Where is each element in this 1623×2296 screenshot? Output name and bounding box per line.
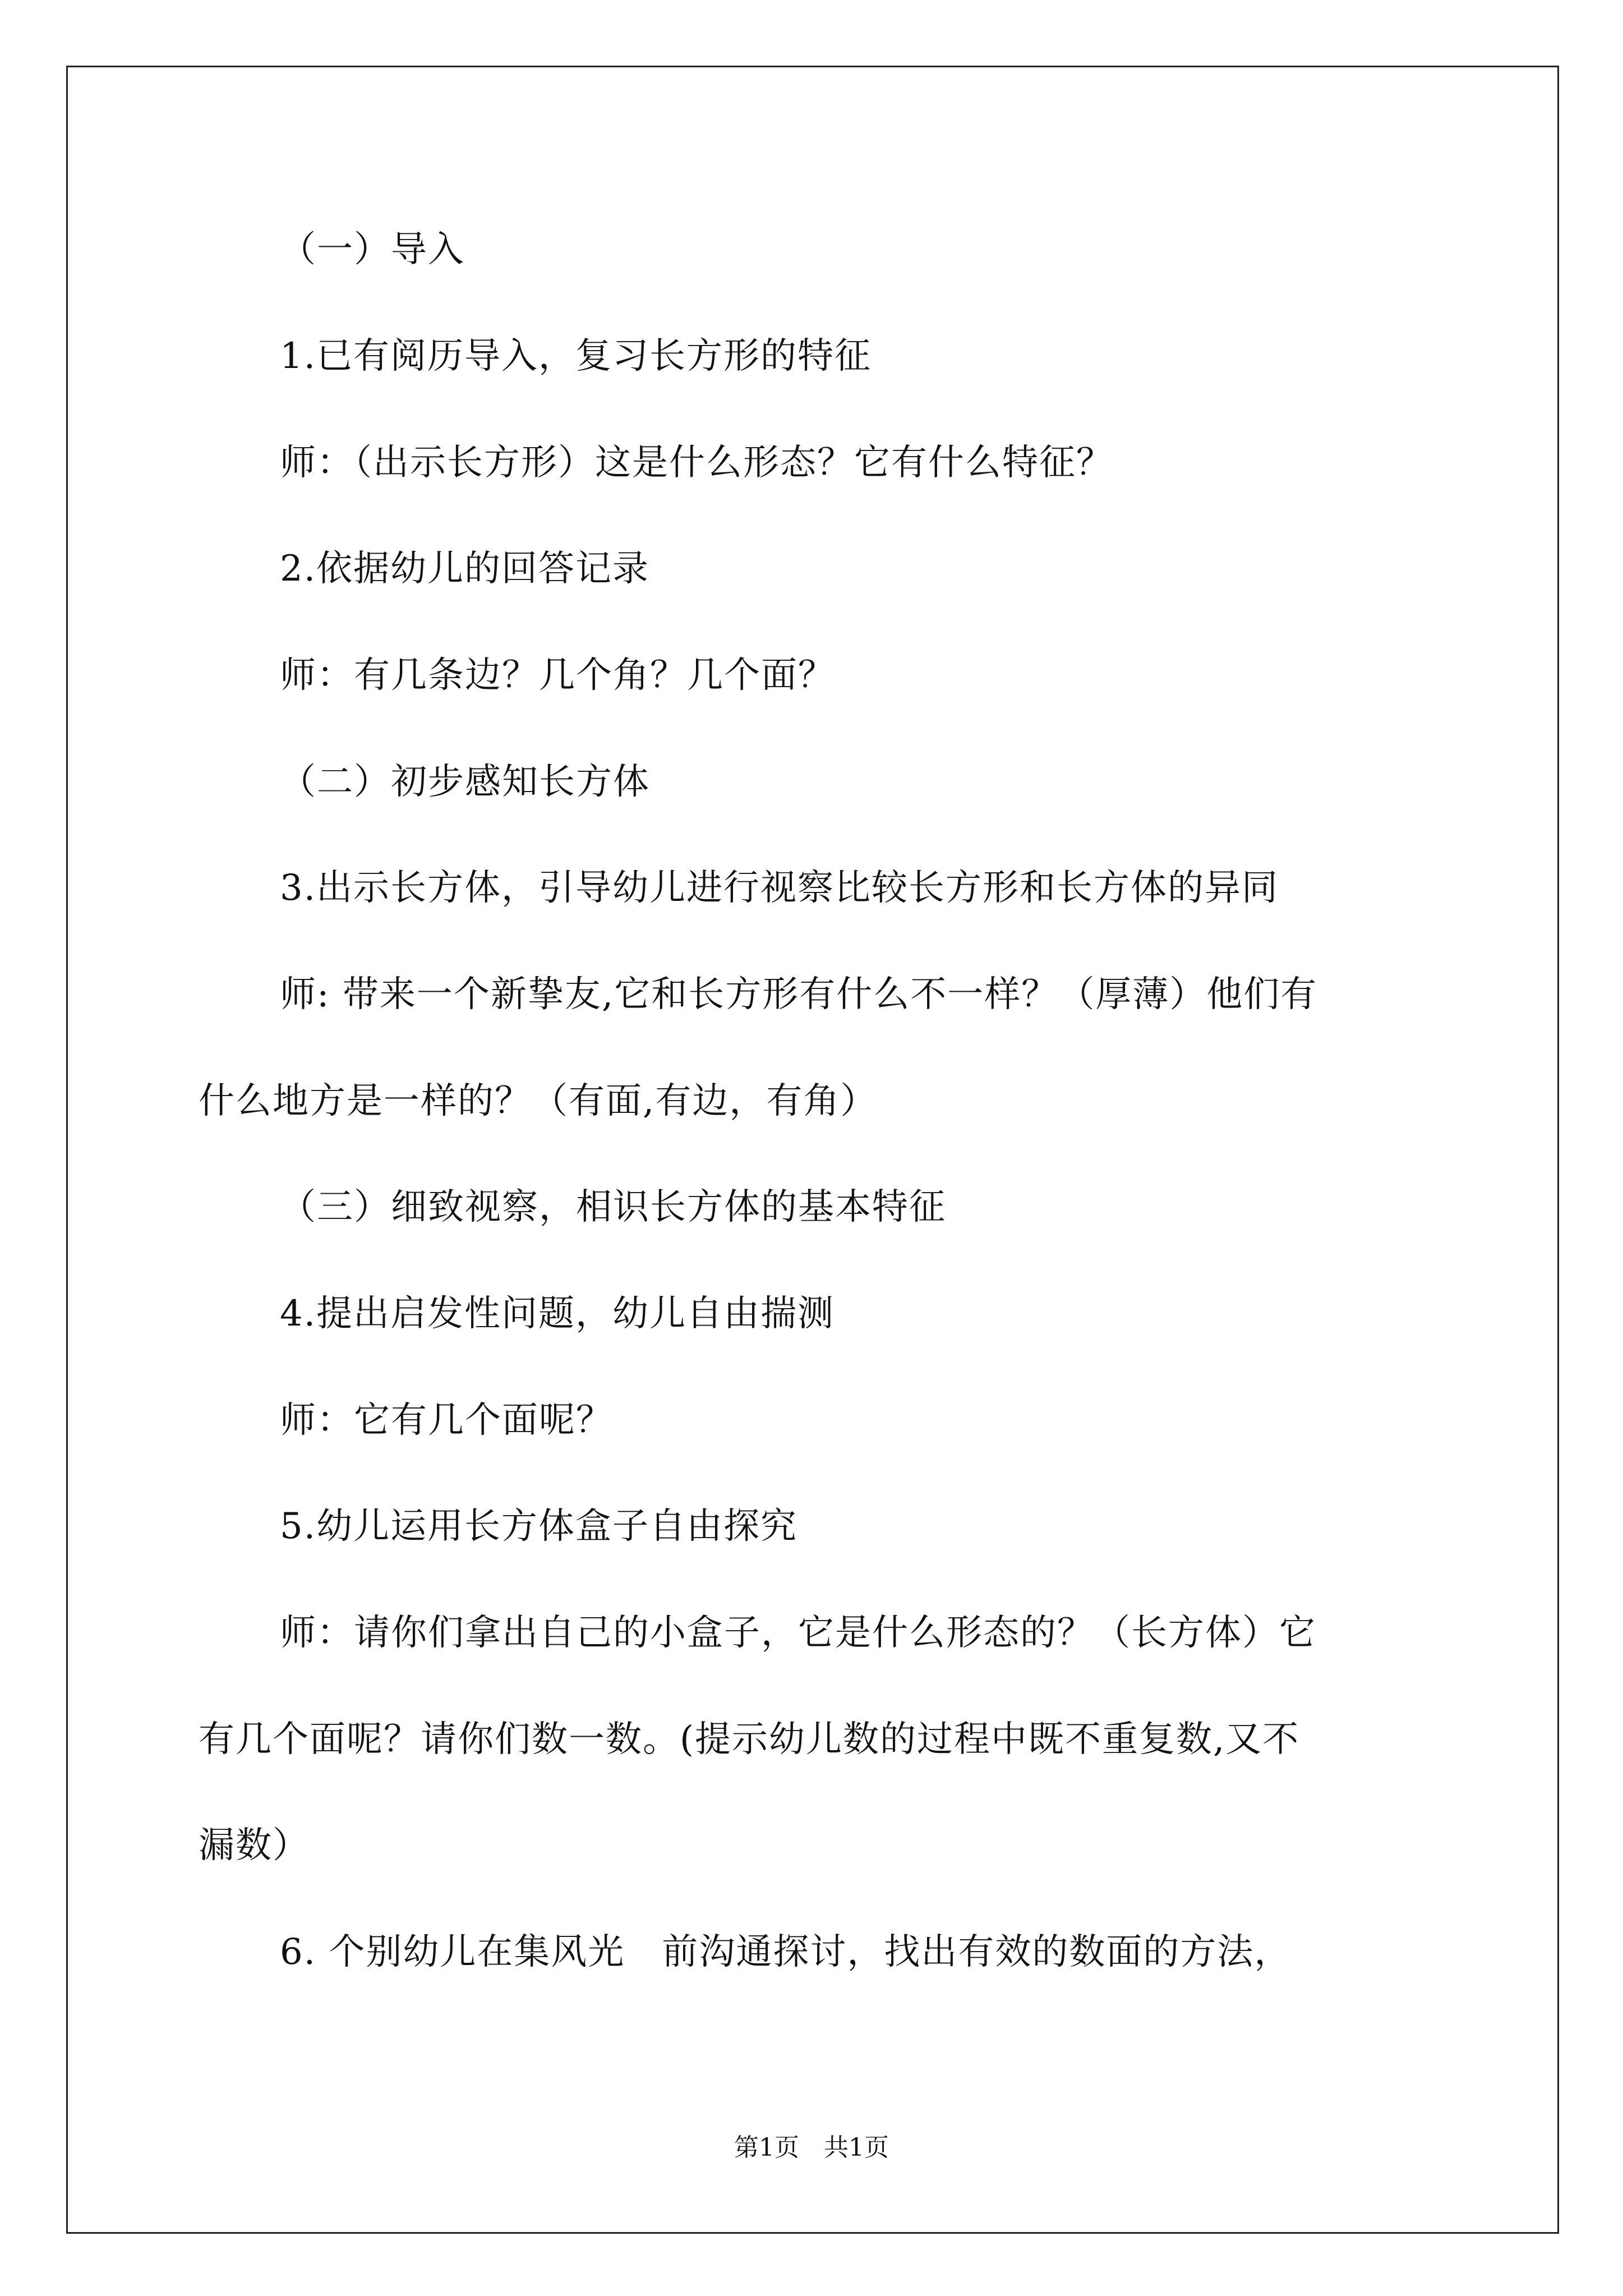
- section-heading-perceive: （二）初步感知长方体: [280, 761, 650, 803]
- paragraph-line: 5.幼儿运用长方体盒子自由探究: [280, 1506, 798, 1547]
- paragraph-line: 4.提出启发性问题，幼儿自由揣测: [280, 1293, 835, 1335]
- section-heading-observe: （三）细致视察，相识长方体的基本特征: [280, 1186, 946, 1228]
- page-border: [66, 66, 1559, 2234]
- paragraph-line: 1.已有阅历导入，复习长方形的特征: [280, 335, 872, 377]
- paragraph-line: 师：有几条边？几个角？几个面？: [280, 655, 835, 696]
- paragraph-line: 师：它有几个面呢？: [280, 1400, 613, 1441]
- section-heading-intro: （一）导入: [280, 229, 465, 270]
- paragraph-line: 师：请你们拿出自己的小盒子，它是什么形态的？（长方体）它: [280, 1612, 1316, 1654]
- paragraph-line: 什么地方是一样的？（有面,有边，有角）: [199, 1080, 878, 1122]
- paragraph-line: 师：（出示长方形）这是什么形态？它有什么特征？: [280, 442, 1113, 484]
- page-number-footer: 第1页 共1页: [734, 2133, 889, 2162]
- paragraph-line: 2.依据幼儿的回答记录: [280, 548, 650, 590]
- paragraph-line: 漏数）: [199, 1825, 310, 1866]
- paragraph-line: 有几个面呢？请你们数一数。(提示幼儿数的过程中既不重复数,又不: [199, 1719, 1300, 1760]
- paragraph-line: 3.出示长方体，引导幼儿进行视察比较长方形和长方体的异同: [280, 867, 1279, 909]
- paragraph-line: 师: 带来一个新挚友,它和长方形有什么不一样？（厚薄）他们有: [280, 974, 1318, 1015]
- paragraph-line: 6. 个别幼儿在集风光 前沟通探讨，找出有效的数面的方法，: [280, 1931, 1292, 1973]
